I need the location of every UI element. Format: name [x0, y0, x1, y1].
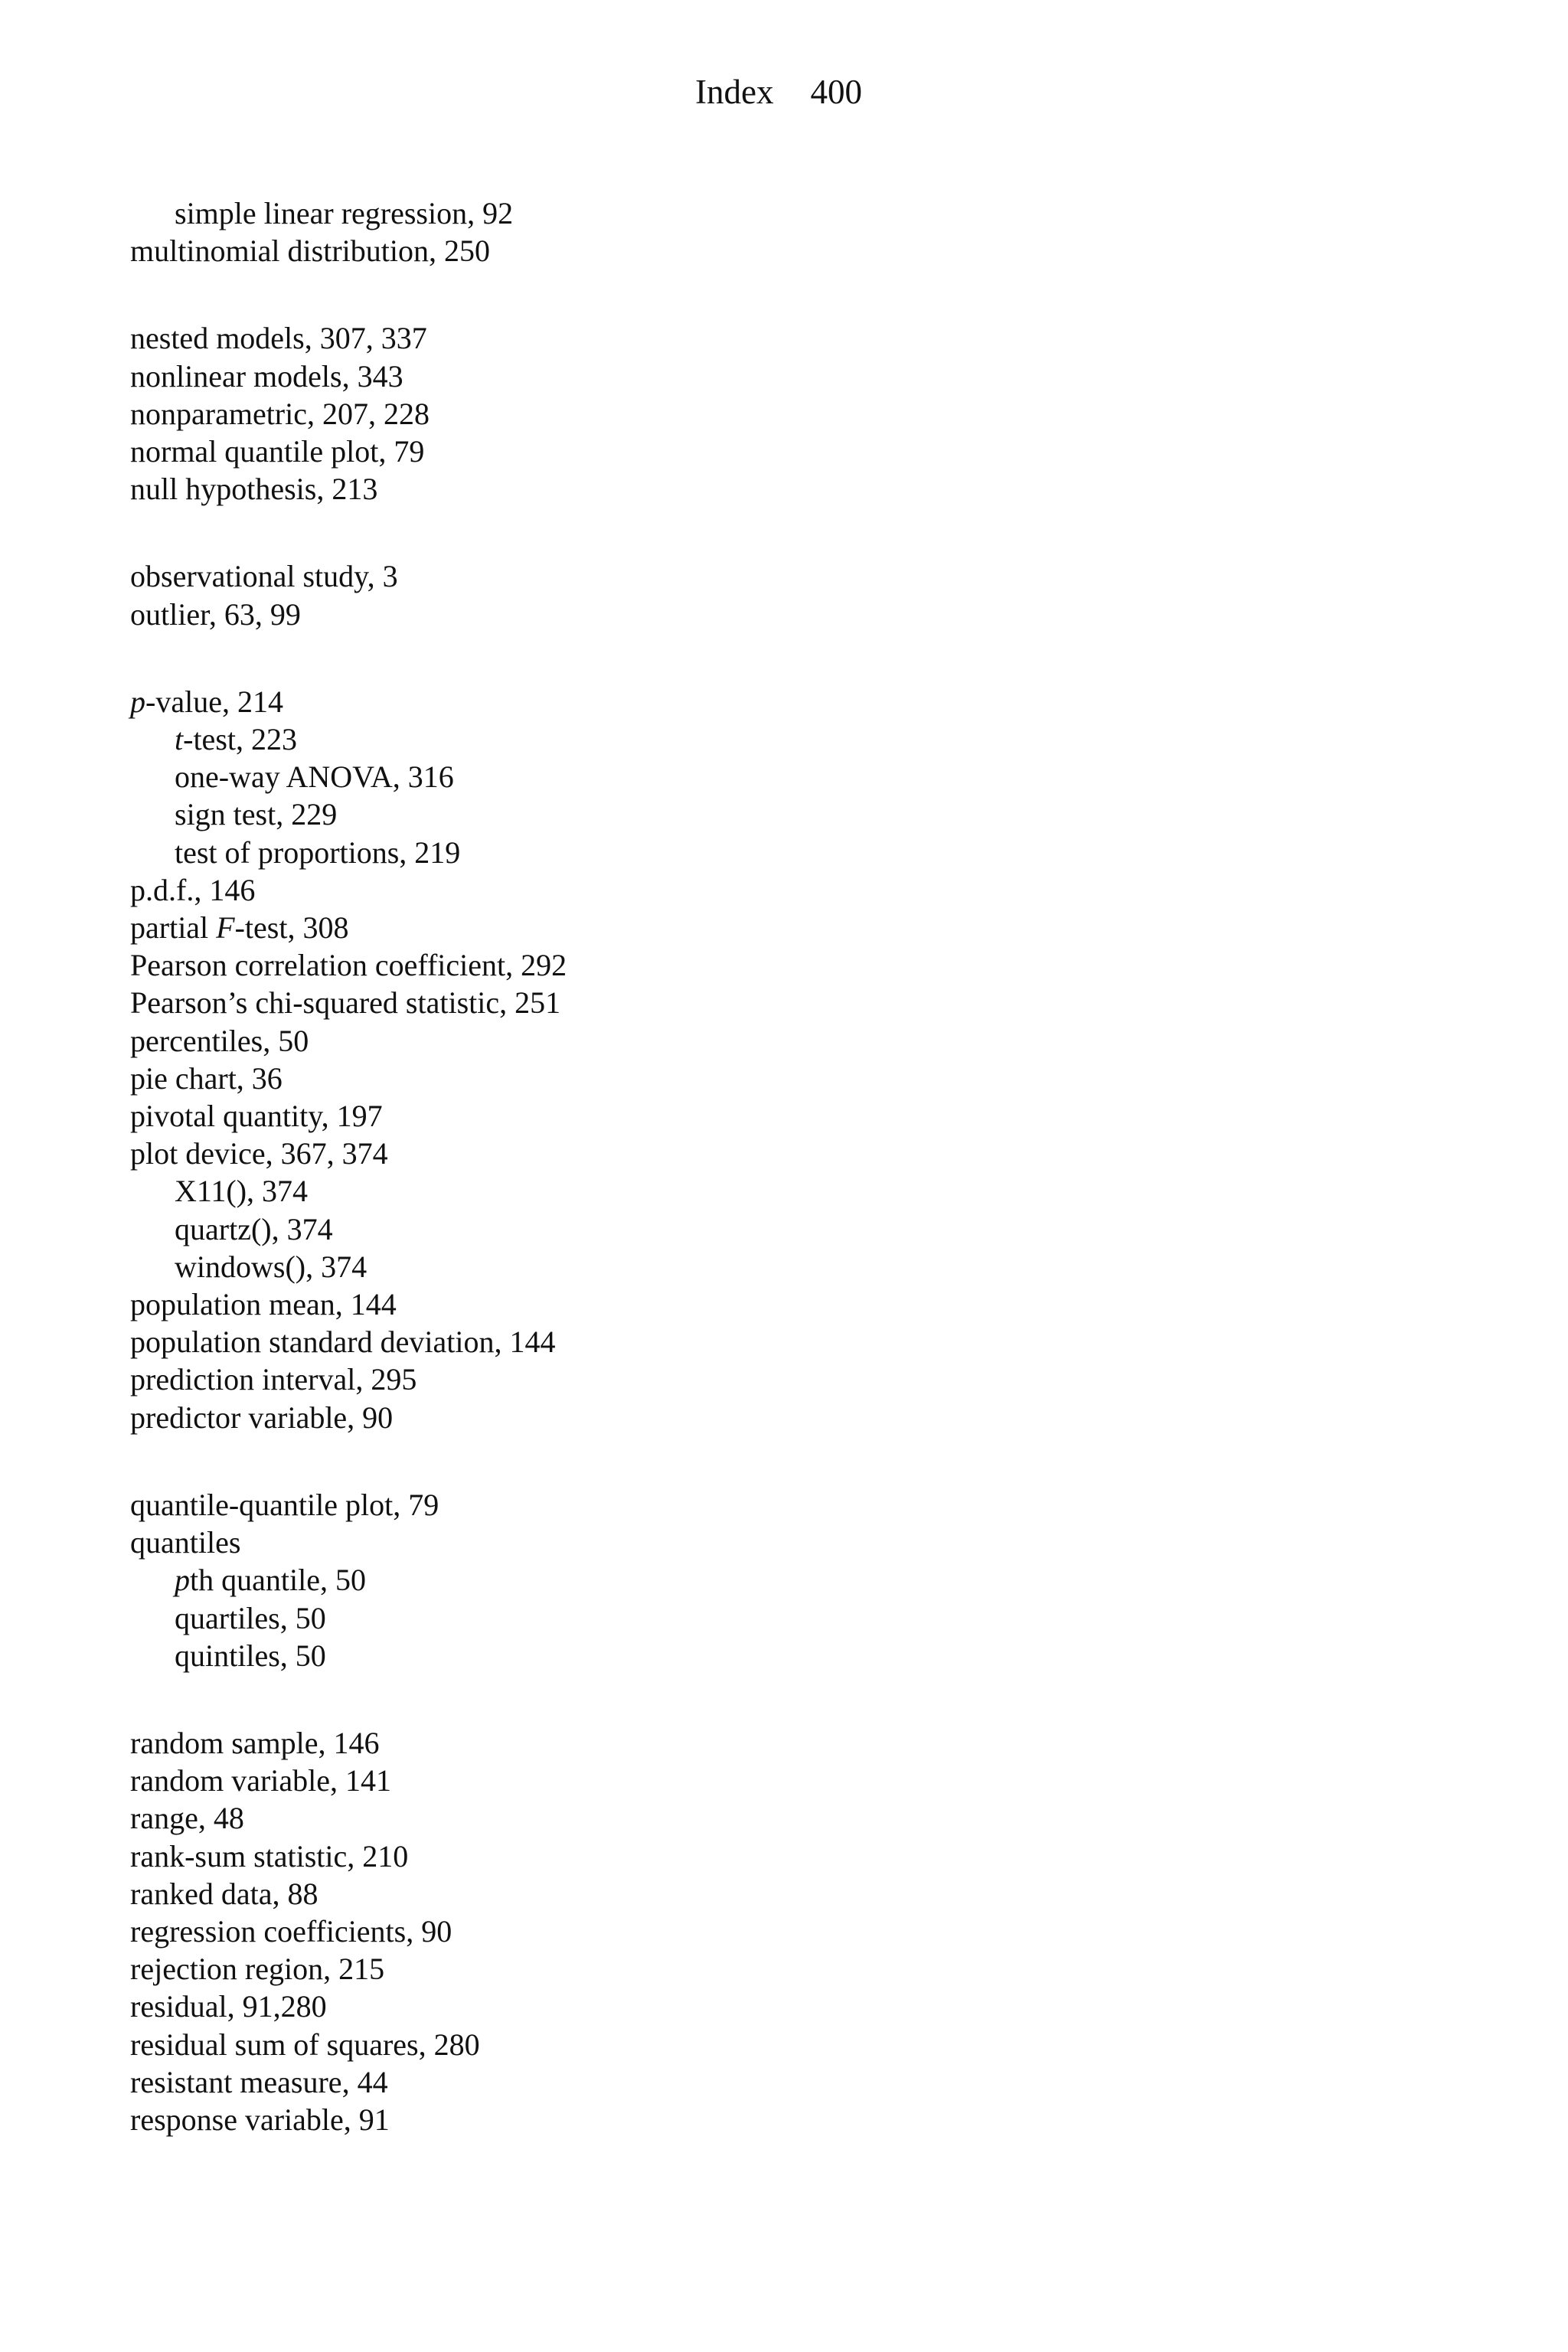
letter-group-gap: [130, 508, 1432, 557]
index-entry: [130, 1724, 1432, 1762]
entry-text: normal quantile plot, 79: [130, 434, 425, 469]
entry-text: population standard deviation, 144: [130, 1325, 556, 1360]
index-entry: [130, 232, 1432, 270]
letter-group-gap: [130, 1674, 1432, 1724]
entry-text: pie chart, 36: [130, 1060, 283, 1096]
entry-text: nested models, 307, 337: [130, 321, 427, 356]
entry-italic-symbol: p: [175, 1563, 190, 1598]
entry-text: regression coefficients, 90: [130, 1913, 452, 1949]
entry-text: sign test, 229: [175, 797, 338, 832]
index-subentry: [130, 1248, 1432, 1285]
entry-text: population mean, 144: [130, 1287, 397, 1322]
entry-text: ranked data, 88: [130, 1876, 318, 1911]
index-subentry: [130, 795, 1432, 833]
entry-text: th quantile, 50: [190, 1563, 366, 1598]
index-entry: [130, 319, 1432, 357]
index-list: [130, 194, 1432, 2138]
entry-text: range, 48: [130, 1801, 244, 1836]
entry-text: predictor variable, 90: [130, 1400, 394, 1435]
entry-text: p.d.f., 146: [130, 872, 256, 907]
index-entry: [130, 1060, 1432, 1097]
index-letter-group: [130, 683, 1432, 1436]
index-entry: [130, 1323, 1432, 1361]
index-subentry: [130, 1172, 1432, 1210]
entry-italic-symbol: p: [130, 684, 145, 719]
index-entry: [130, 1285, 1432, 1323]
running-head: [695, 69, 862, 115]
entry-text: prediction interval, 295: [130, 1362, 417, 1397]
entry-text: nonlinear models, 343: [130, 358, 403, 394]
index-subentry: [130, 758, 1432, 795]
index-entry: [130, 1022, 1432, 1060]
index-entry: [130, 946, 1432, 984]
entry-text: X11(), 374: [175, 1174, 309, 1209]
entry-text: nonparametric, 207, 228: [130, 396, 430, 431]
entry-text: quartz(), 374: [175, 1211, 333, 1246]
entry-text: random variable, 141: [130, 1763, 391, 1798]
index-entry: [130, 1988, 1432, 2025]
index-entry: [130, 1762, 1432, 1799]
entry-text: -test, 308: [234, 910, 349, 946]
index-entry: [130, 1838, 1432, 1875]
index-entry: [130, 1135, 1432, 1172]
index-entry: [130, 1950, 1432, 1988]
entry-text: random sample, 146: [130, 1725, 380, 1760]
index-entry: [130, 2101, 1432, 2138]
index-entry: [130, 596, 1432, 633]
entry-text: residual sum of squares, 280: [130, 2027, 480, 2062]
index-entry: [130, 984, 1432, 1021]
entry-text: quintiles, 50: [175, 1638, 326, 1673]
index-entry: [130, 909, 1432, 946]
entry-text: resistant measure, 44: [130, 2064, 388, 2099]
index-entry: [130, 1486, 1432, 1524]
index-entry: [130, 1361, 1432, 1398]
index-entry: [130, 433, 1432, 470]
entry-text: simple linear regression, 92: [175, 196, 514, 230]
entry-text-prefix: partial: [130, 910, 217, 946]
entry-text: test of proportions, 219: [175, 835, 461, 870]
entry-text: pivotal quantity, 197: [130, 1099, 383, 1134]
entry-text: multinomial distribution, 250: [130, 234, 490, 269]
letter-group-gap: [130, 1436, 1432, 1486]
index-entry: [130, 1799, 1432, 1837]
entry-text: response variable, 91: [130, 2102, 390, 2137]
index-subentry: [130, 194, 1432, 232]
index-entry: [130, 1524, 1432, 1561]
entry-text: quantiles: [130, 1525, 241, 1560]
index-entry: [130, 2026, 1432, 2063]
index-subentry: [130, 1637, 1432, 1674]
entry-text: null hypothesis, 213: [130, 472, 378, 507]
index-letter-group: [130, 194, 1432, 270]
letter-group-gap: [130, 633, 1432, 683]
entry-italic-symbol: F: [216, 910, 235, 946]
entry-text: quartiles, 50: [175, 1600, 326, 1635]
entry-text: Pearson’s chi-squared statistic, 251: [130, 985, 561, 1021]
index-entry: [130, 2063, 1432, 2101]
index-entry: [130, 1399, 1432, 1436]
entry-text: residual, 91,280: [130, 1989, 327, 2024]
entry-text: -value, 214: [145, 684, 283, 719]
entry-text: outlier, 63, 99: [130, 596, 301, 632]
index-entry: [130, 470, 1432, 508]
index-entry: [130, 1875, 1432, 1913]
index-letter-group: [130, 1724, 1432, 2138]
running-head-title: Index: [695, 73, 774, 111]
entry-text: -test, 223: [183, 722, 297, 757]
index-subentry: [130, 720, 1432, 758]
entry-text: rank-sum statistic, 210: [130, 1838, 409, 1873]
letter-group-gap: [130, 270, 1432, 319]
index-entry: [130, 1097, 1432, 1135]
index-letter-group: [130, 1486, 1432, 1674]
entry-italic-symbol: t: [175, 722, 184, 757]
index-letter-group: [130, 557, 1432, 632]
entry-text: plot device, 367, 374: [130, 1136, 388, 1171]
index-letter-group: [130, 319, 1432, 508]
index-subentry: [130, 1599, 1432, 1637]
entry-text: windows(), 374: [175, 1249, 368, 1284]
entry-text: percentiles, 50: [130, 1023, 309, 1058]
entry-text: Pearson correlation coefficient, 292: [130, 948, 567, 983]
index-subentry: [130, 834, 1432, 871]
entry-text: one-way ANOVA, 316: [175, 760, 454, 795]
index-entry: [130, 358, 1432, 395]
entry-text: observational study, 3: [130, 559, 398, 594]
entry-text: quantile-quantile plot, 79: [130, 1487, 439, 1522]
index-entry: [130, 557, 1432, 595]
index-entry: [130, 1913, 1432, 1950]
page-number: 400: [810, 73, 862, 111]
index-entry: [130, 395, 1432, 433]
index-entry: [130, 871, 1432, 909]
entry-text: rejection region, 215: [130, 1952, 385, 1987]
index-subentry: [130, 1561, 1432, 1599]
index-entry: [130, 683, 1432, 720]
index-subentry: [130, 1210, 1432, 1248]
